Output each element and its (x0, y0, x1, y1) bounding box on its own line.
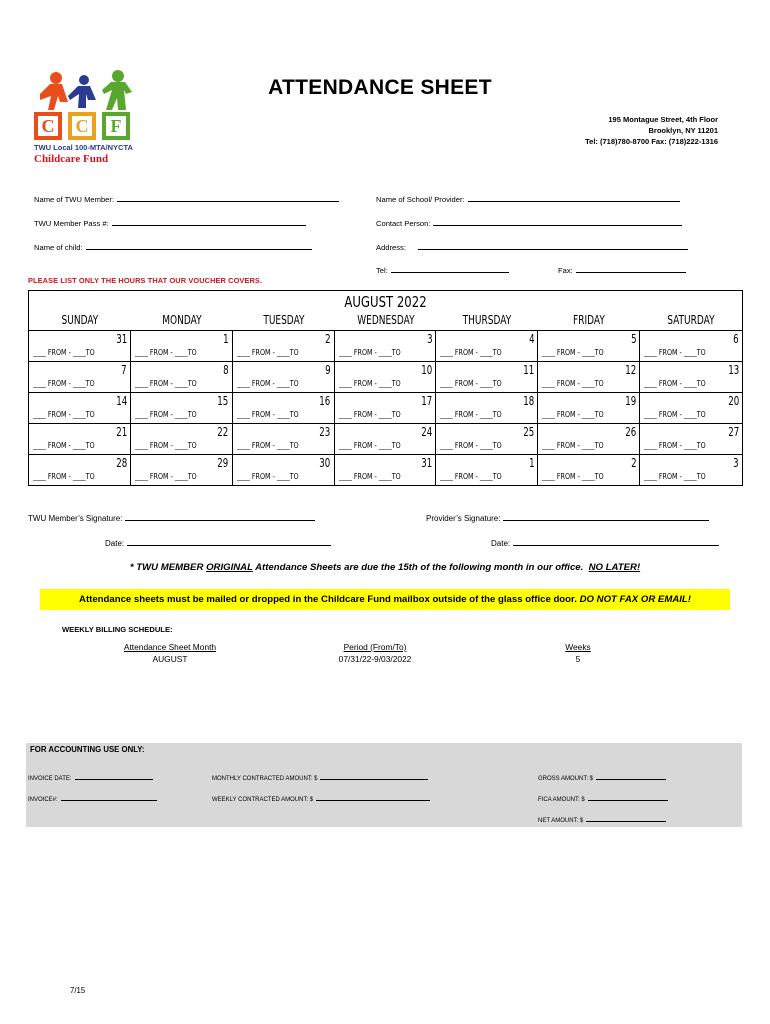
provider-signature-field[interactable] (426, 512, 709, 523)
hours-from-to-field[interactable]: ____ FROM - ____TO (644, 348, 706, 357)
logo-letter-c1: C (41, 116, 55, 136)
calendar-day-cell[interactable] (538, 454, 640, 485)
hours-from-to-field[interactable]: ____ FROM - ____TO (440, 472, 503, 481)
provider-name-field[interactable] (376, 193, 680, 204)
day-number: 7 (121, 363, 127, 377)
day-number: 29 (217, 456, 229, 470)
calendar-day-cell[interactable] (436, 392, 538, 423)
calendar-day-cell[interactable] (29, 454, 131, 485)
hours-from-to-field[interactable]: ____ FROM - ____TO (542, 348, 604, 357)
weekly-amount-line[interactable] (316, 794, 430, 801)
calendar-day-cell[interactable] (640, 361, 742, 392)
invoice-number-label: INVOICE#: (28, 797, 58, 803)
net-amount-label: NET AMOUNT: $ (538, 818, 584, 824)
calendar-day-cell[interactable] (335, 423, 437, 454)
day-number: 31 (421, 456, 433, 470)
hours-from-to-field[interactable]: ____ FROM - ____TO (134, 472, 197, 481)
member-date-line[interactable] (127, 537, 331, 546)
hours-from-to-field[interactable]: ____ FROM - ____TO (236, 410, 299, 419)
schedule-period-header: Period (From/To) (343, 642, 407, 652)
day-number: 20 (727, 394, 739, 408)
calendar-day-cell[interactable] (131, 392, 233, 423)
calendar-day-cell[interactable] (29, 392, 131, 423)
hours-from-to-field[interactable]: ____ FROM - ____TO (338, 379, 401, 388)
invoice-date-line[interactable] (75, 773, 153, 780)
tel-field[interactable] (376, 264, 509, 275)
day-header-label: SUNDAY (61, 313, 99, 327)
fax-field[interactable] (558, 264, 686, 275)
day-number: 13 (727, 363, 739, 377)
child-name-line[interactable] (86, 241, 312, 250)
office-address (585, 114, 718, 147)
due-notice (0, 562, 770, 573)
monthly-amount-line[interactable] (320, 773, 428, 780)
day-number: 22 (217, 425, 229, 439)
logo-letter-c2: C (75, 116, 89, 136)
fica-amount-label: FICA AMOUNT: $ (538, 797, 585, 803)
day-header-tuesday (233, 311, 335, 330)
child-name-field[interactable] (34, 241, 312, 252)
hours-from-to-field[interactable]: ____ FROM - ____TO (644, 441, 706, 450)
member-name-line[interactable] (117, 193, 339, 202)
schedule-period-column (310, 641, 440, 665)
provider-date-line[interactable] (513, 537, 719, 546)
tel-label: Tel: (376, 266, 388, 275)
address-phone-fax: Tel: (718)780-8700 Fax: (718)222-1316 (585, 137, 718, 146)
calendar-day-cell[interactable] (335, 392, 437, 423)
day-header-friday (538, 311, 640, 330)
hours-from-to-field[interactable]: ____ FROM - ____TO (33, 379, 95, 388)
hours-from-to-field[interactable]: ____ FROM - ____TO (644, 472, 706, 481)
monthly-amount-field[interactable] (212, 773, 428, 782)
fax-line[interactable] (576, 264, 686, 273)
schedule-weeks-column (548, 641, 608, 665)
fica-amount-line[interactable] (588, 794, 668, 801)
child-name-label: Name of child: (34, 243, 83, 252)
day-number: 15 (217, 394, 229, 408)
invoice-date-field[interactable] (28, 773, 153, 782)
due-original: ORIGINAL (206, 562, 253, 573)
calendar-day-cell[interactable] (29, 361, 131, 392)
schedule-period-value: 07/31/22-9/03/2022 (338, 654, 412, 664)
day-number: 1 (223, 332, 229, 346)
calendar-grid (29, 311, 742, 485)
calendar-day-cell[interactable] (131, 330, 233, 361)
calendar-day-cell[interactable] (538, 423, 640, 454)
hours-from-to-field[interactable]: ____ FROM - ____TO (134, 379, 197, 388)
banner-text: Attendance sheets must be mailed or dropped in the Childcare Fund mailbox outside of the glass office door. (79, 594, 577, 605)
accounting-title: FOR ACCOUNTING USE ONLY: (30, 745, 145, 754)
hours-from-to-field[interactable]: ____ FROM - ____TO (440, 348, 503, 357)
hours-from-to-field[interactable]: ____ FROM - ____TO (33, 441, 95, 450)
hours-from-to-field[interactable]: ____ FROM - ____TO (338, 348, 401, 357)
day-header-sunday (29, 311, 131, 330)
monthly-amount-label: MONTHLY CONTRACTED AMOUNT: $ (212, 776, 318, 782)
day-number: 3 (733, 456, 739, 470)
member-date-label: Date: (105, 539, 125, 548)
page-title: ATTENDANCE SHEET (268, 76, 492, 99)
contact-person-line[interactable] (433, 217, 682, 226)
schedule-title: WEEKLY BILLING SCHEDULE: (62, 625, 173, 634)
day-number: 3 (426, 332, 433, 346)
weekly-amount-label: WEEKLY CONTRACTED AMOUNT: $ (212, 797, 314, 803)
hours-from-to-field[interactable]: ____ FROM - ____TO (440, 379, 503, 388)
calendar-day-cell[interactable] (131, 361, 233, 392)
calendar-day-cell[interactable] (131, 454, 233, 485)
day-number: 14 (115, 394, 127, 408)
calendar-day-cell[interactable] (640, 454, 742, 485)
day-number: 24 (421, 425, 433, 439)
hours-from-to-field[interactable]: ____ FROM - ____TO (644, 410, 706, 419)
invoice-number-field[interactable] (28, 794, 157, 803)
calendar-day-cell[interactable] (233, 423, 335, 454)
calendar-day-cell[interactable] (233, 330, 335, 361)
hours-from-to-field[interactable]: ____ FROM - ____TO (33, 472, 95, 481)
provider-name-label: Name of School/ Provider: (376, 195, 465, 204)
calendar-day-cell[interactable] (233, 454, 335, 485)
day-number: 11 (523, 363, 535, 377)
day-number: 31 (115, 332, 127, 346)
schedule-month-value: AUGUST (152, 654, 188, 664)
due-middle: Attendance Sheets are due the 15th of the following month in our office. (255, 562, 584, 573)
net-amount-line[interactable] (586, 815, 666, 822)
pass-number-label: TWU Member Pass #: (34, 219, 109, 228)
day-number: 30 (319, 456, 331, 470)
fax-label: Fax: (558, 266, 573, 275)
schedule-weeks-value: 5 (575, 654, 581, 664)
accounting-box (26, 743, 742, 827)
banner-emphasis: DO NOT FAX OR EMAIL! (579, 594, 691, 605)
logo-subtitle: TWU Local 100-MTA/NYCTA (34, 143, 133, 152)
calendar-day-cell[interactable] (640, 423, 742, 454)
calendar-day-cell[interactable] (335, 330, 437, 361)
address-field[interactable] (376, 241, 688, 252)
day-number: 17 (421, 394, 433, 408)
calendar-day-cell[interactable] (131, 423, 233, 454)
calendar-day-cell[interactable] (640, 392, 742, 423)
address-line[interactable] (418, 241, 688, 250)
day-number: 10 (421, 363, 433, 377)
fica-amount-field[interactable] (538, 794, 668, 803)
day-number: 4 (528, 332, 535, 346)
address-label: Address: (376, 243, 406, 252)
weekly-amount-field[interactable] (212, 794, 430, 803)
gross-amount-line[interactable] (596, 773, 666, 780)
hours-from-to-field[interactable]: ____ FROM - ____TO (542, 379, 604, 388)
day-header-label: MONDAY (162, 313, 202, 327)
day-number: 19 (625, 394, 637, 408)
schedule-weeks-header: Weeks (565, 642, 591, 652)
schedule-month-header: Attendance Sheet Month (123, 642, 217, 652)
invoice-date-label: INVOICE DATE: (28, 776, 72, 782)
logo-letter-f: F (110, 116, 122, 136)
hours-from-to-field[interactable]: ____ FROM - ____TO (338, 441, 401, 450)
day-number: 28 (115, 456, 127, 470)
day-header-monday (131, 311, 233, 330)
tel-line[interactable] (391, 264, 509, 273)
day-header-label: THURSDAY (463, 313, 512, 327)
member-date-field[interactable] (105, 537, 331, 548)
hours-from-to-field[interactable]: ____ FROM - ____TO (236, 441, 299, 450)
calendar-day-cell[interactable] (436, 330, 538, 361)
member-signature-line[interactable] (125, 512, 315, 521)
hours-from-to-field[interactable]: ____ FROM - ____TO (236, 379, 299, 388)
calendar-day-cell[interactable] (335, 454, 437, 485)
provider-name-line[interactable] (468, 193, 680, 202)
day-number: 16 (319, 394, 331, 408)
day-header-thursday (436, 311, 538, 330)
day-header-wednesday (335, 311, 437, 330)
day-number: 5 (630, 332, 637, 346)
hours-from-to-field[interactable]: ____ FROM - ____TO (33, 410, 95, 419)
day-header-saturday (640, 311, 742, 330)
net-amount-field[interactable] (538, 815, 666, 824)
schedule-month-column (100, 641, 240, 665)
calendar-title: AUGUST 2022 (344, 293, 427, 311)
calendar-day-cell[interactable] (538, 392, 640, 423)
provider-date-label: Date: (491, 539, 511, 548)
calendar-day-cell[interactable] (640, 330, 742, 361)
contact-person-label: Contact Person: (376, 219, 431, 228)
contact-person-field[interactable] (376, 217, 682, 228)
day-number: 23 (319, 425, 331, 439)
day-header-label: WEDNESDAY (356, 313, 415, 327)
due-prefix: * TWU MEMBER (129, 562, 204, 573)
calendar-day-cell[interactable] (29, 423, 131, 454)
day-number: 26 (625, 425, 637, 439)
member-signature-field[interactable] (28, 512, 315, 523)
calendar-day-cell[interactable] (436, 361, 538, 392)
voucher-notice: PLEASE LIST ONLY THE HOURS THAT OUR VOUCHER COVERS. (28, 276, 263, 285)
member-name-field[interactable] (34, 193, 339, 204)
member-name-label: Name of TWU Member: (34, 195, 115, 204)
provider-signature-label: Provider’s Signature: (426, 514, 501, 523)
form-version: 7/15 (70, 986, 86, 995)
calendar-day-cell[interactable] (538, 330, 640, 361)
hours-from-to-field[interactable]: ____ FROM - ____TO (33, 348, 95, 357)
calendar-day-cell[interactable] (538, 361, 640, 392)
attendance-calendar (28, 290, 743, 486)
day-number: 25 (523, 425, 535, 439)
hours-from-to-field[interactable]: ____ FROM - ____TO (338, 472, 401, 481)
hours-from-to-field[interactable]: ____ FROM - ____TO (134, 348, 197, 357)
hours-from-to-field[interactable]: ____ FROM - ____TO (440, 441, 503, 450)
day-number: 21 (115, 425, 127, 439)
pass-number-line[interactable] (112, 217, 306, 226)
hours-from-to-field[interactable]: ____ FROM - ____TO (338, 410, 401, 419)
mail-instructions-banner (40, 589, 730, 610)
provider-date-field[interactable] (491, 537, 719, 548)
provider-signature-line[interactable] (503, 512, 709, 521)
hours-from-to-field[interactable]: ____ FROM - ____TO (644, 379, 706, 388)
day-number: 9 (325, 363, 331, 377)
calendar-day-cell[interactable] (233, 392, 335, 423)
due-no-later: NO LATER! (588, 562, 641, 573)
hours-from-to-field[interactable]: ____ FROM - ____TO (236, 472, 299, 481)
logo-name: Childcare Fund (34, 153, 109, 165)
day-number: 1 (528, 456, 535, 470)
day-number: 18 (523, 394, 535, 408)
hours-from-to-field[interactable]: ____ FROM - ____TO (542, 441, 604, 450)
address-line-2: Brooklyn, NY 11201 (648, 126, 718, 135)
day-header-label: SATURDAY (667, 313, 715, 327)
calendar-day-cell[interactable] (335, 361, 437, 392)
gross-amount-field[interactable] (538, 773, 666, 782)
hours-from-to-field[interactable]: ____ FROM - ____TO (542, 410, 604, 419)
calendar-day-cell[interactable] (233, 361, 335, 392)
hours-from-to-field[interactable]: ____ FROM - ____TO (440, 410, 503, 419)
day-header-label: TUESDAY (263, 313, 305, 327)
day-header-label: FRIDAY (573, 313, 606, 327)
hours-from-to-field[interactable]: ____ FROM - ____TO (542, 472, 604, 481)
day-number: 8 (223, 363, 229, 377)
gross-amount-label: GROSS AMOUNT: $ (538, 776, 594, 782)
day-number: 6 (733, 332, 739, 346)
hours-from-to-field[interactable]: ____ FROM - ____TO (134, 410, 197, 419)
hours-from-to-field[interactable]: ____ FROM - ____TO (236, 348, 299, 357)
pass-number-field[interactable] (34, 217, 306, 228)
calendar-day-cell[interactable] (29, 330, 131, 361)
calendar-day-cell[interactable] (436, 454, 538, 485)
address-line-1: 195 Montague Street, 4th Floor (608, 115, 718, 124)
calendar-day-cell[interactable] (436, 423, 538, 454)
ccf-logo (26, 70, 142, 166)
member-signature-label: TWU Member’s Signature: (28, 514, 123, 523)
day-number: 2 (630, 456, 637, 470)
day-number: 12 (625, 363, 637, 377)
hours-from-to-field[interactable]: ____ FROM - ____TO (134, 441, 197, 450)
invoice-number-line[interactable] (61, 794, 157, 801)
day-number: 2 (325, 332, 331, 346)
day-number: 27 (727, 425, 739, 439)
